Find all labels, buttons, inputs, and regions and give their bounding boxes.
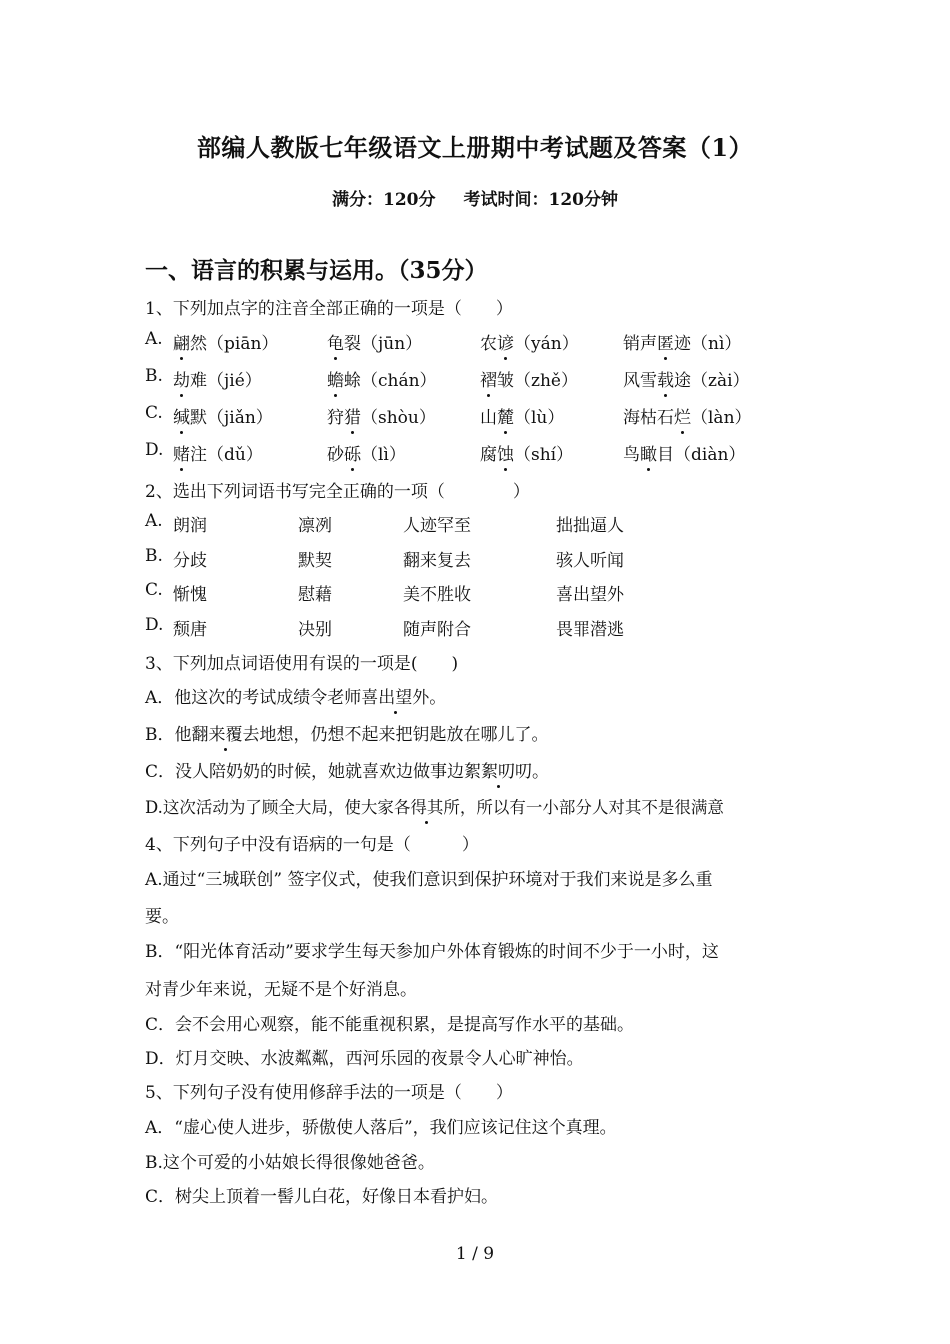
q4-option-a-line1: A.通过“三城联创” 签字仪式，使我们意识到保护环境对于我们来说是多么重	[145, 870, 713, 890]
plain-text: 地想，仍想不起来把钥匙放在哪儿了。	[259, 725, 549, 745]
pinyin-text: （lì）	[361, 445, 406, 465]
dotted-char: 龟	[327, 329, 344, 354]
option-label: A.	[145, 511, 163, 531]
word: 美不胜收	[403, 585, 471, 605]
dotted-phrase: 各得其所	[394, 794, 460, 818]
word: 人迹罕至	[403, 516, 471, 536]
q4-option-c: C．会不会用心观察，能不能重视积累，是提高写作水平的基础。	[145, 1015, 635, 1035]
word: 骇人听闻	[556, 551, 624, 571]
plain-text: 山	[480, 408, 497, 428]
q5-stem: 5、下列句子没有使用修辞手法的一项是（ ）	[145, 1083, 513, 1103]
pinyin-item	[623, 366, 750, 391]
plain-text: 风雪	[623, 371, 657, 391]
pinyin-item	[480, 329, 579, 354]
pinyin-item	[173, 366, 262, 391]
dotted-char: 砾	[344, 440, 361, 465]
plain-text: 。	[429, 688, 447, 708]
q1-stem: 1、下列加点字的注音全部正确的一项是（ ）	[145, 299, 513, 319]
option-label: C.	[145, 580, 163, 600]
q5-option-b: B.这个可爱的小姑娘长得很像她爸爸。	[145, 1153, 435, 1173]
pinyin-text: 蜍（chán）	[344, 371, 437, 391]
dotted-char: 猎	[344, 403, 361, 428]
dotted-char: 麓	[497, 403, 514, 428]
word: 翻来复去	[403, 551, 471, 571]
q3-option-a	[145, 683, 446, 708]
plain-text: 。	[532, 762, 550, 782]
word: 拙拙逼人	[556, 516, 624, 536]
pinyin-text: 裂（jūn）	[344, 334, 423, 354]
pinyin-text: 迹（nì）	[674, 334, 742, 354]
word: 颓唐	[173, 620, 207, 640]
plain-text: 狩	[327, 408, 344, 428]
word: 凛冽	[298, 516, 332, 536]
pinyin-text: （lù）	[514, 408, 565, 428]
pinyin-text: 目（diàn）	[657, 445, 746, 465]
pinyin-item	[480, 403, 564, 428]
pinyin-text: 注（dǔ）	[190, 445, 263, 465]
pinyin-item	[623, 440, 745, 465]
pinyin-item	[173, 440, 263, 465]
q4-option-d: D．灯月交映、水波粼粼，西河乐园的夜景令人心旷神怡。	[145, 1049, 584, 1069]
page-number: 1 / 9	[455, 1244, 495, 1264]
option-label: D.	[145, 440, 164, 460]
pinyin-text: 默（jiǎn）	[190, 408, 273, 428]
word: 分歧	[173, 551, 207, 571]
q3-option-c	[145, 757, 549, 782]
dotted-char: 蚀	[497, 440, 514, 465]
q3-stem: 3、下列加点词语使用有误的一项是( )	[145, 654, 459, 674]
plain-text: C．没人陪奶奶的时候，她就喜欢边做事边	[145, 762, 465, 782]
plain-text: ，所以有一小部分人对其不是很满意	[459, 798, 724, 817]
word: 畏罪潜逃	[556, 620, 624, 640]
dotted-phrase: 絮絮叨叨	[464, 757, 532, 782]
word: 喜出望外	[556, 585, 624, 605]
pinyin-item	[480, 366, 578, 391]
word: 慰藉	[298, 585, 332, 605]
dotted-char: 赌	[173, 440, 190, 465]
pinyin-text: 难（jié）	[190, 371, 262, 391]
pinyin-item	[480, 440, 573, 465]
q3-option-d	[145, 794, 724, 818]
word: 决别	[298, 620, 332, 640]
option-label: D.	[145, 615, 164, 635]
dotted-char: 烂	[674, 403, 691, 428]
option-label: B.	[145, 546, 163, 566]
pinyin-text: 途（zài）	[674, 371, 750, 391]
pinyin-text: （làn）	[691, 408, 752, 428]
exam-time: 考试时间：120分钟	[463, 190, 618, 210]
dotted-char: 缄	[173, 403, 190, 428]
plain-text: D.这次活动为了顾全大局，使大家	[145, 798, 394, 817]
plain-text: 腐	[480, 445, 497, 465]
pinyin-item	[623, 403, 752, 428]
dotted-char: 劫	[173, 366, 190, 391]
plain-text: A．他这次的考试成绩令老师	[145, 688, 362, 708]
q2-stem: 2、选出下列词语书写完全正确的一项（ ）	[145, 482, 530, 502]
exam-meta	[0, 185, 950, 210]
dotted-phrase: 翻来覆去	[192, 720, 260, 745]
pinyin-text: （shòu）	[361, 408, 436, 428]
plain-text: 农	[480, 334, 497, 354]
pinyin-item	[327, 403, 436, 428]
option-label: B.	[145, 366, 163, 386]
pinyin-item	[327, 440, 406, 465]
dotted-char: 蟾	[327, 366, 344, 391]
pinyin-text: （yán）	[514, 334, 579, 354]
pinyin-item	[327, 366, 437, 391]
q5-option-a: A．“虚心使人进步，骄傲使人落后”，我们应该记住这个真理。	[145, 1118, 617, 1138]
plain-text: 销声	[623, 334, 657, 354]
dotted-char: 瞰	[640, 440, 657, 465]
q4-stem: 4、下列句子中没有语病的一句是（ ）	[145, 835, 479, 855]
pinyin-text: 然（piān）	[190, 334, 279, 354]
dotted-char: 谚	[497, 329, 514, 354]
option-label: C.	[145, 403, 163, 423]
plain-text: B．他	[145, 725, 192, 745]
pinyin-item	[173, 329, 278, 354]
dotted-phrase: 喜出望外	[361, 683, 429, 708]
plain-text: 海枯石	[623, 408, 674, 428]
plain-text: 鸟	[623, 445, 640, 465]
q4-option-b-line2: 对青少年来说，无疑不是个好消息。	[145, 980, 417, 1000]
pinyin-item	[623, 329, 741, 354]
q4-option-a-line2: 要。	[145, 907, 179, 927]
word: 朗润	[173, 516, 207, 536]
plain-text: 砂	[327, 445, 344, 465]
dotted-char: 褶	[480, 366, 497, 391]
pinyin-text: （shí）	[514, 445, 574, 465]
pinyin-item	[327, 329, 422, 354]
q4-option-b-line1: B．“阳光体育活动”要求学生每天参加户外体育锻炼的时间不少于一小时，这	[145, 942, 719, 962]
option-label: A.	[145, 329, 163, 349]
dotted-char: 载	[657, 366, 674, 391]
q5-option-c: C．树尖上顶着一髻儿白花，好像日本看护妇。	[145, 1187, 499, 1207]
pinyin-item	[173, 403, 273, 428]
full-score: 满分：120分	[332, 190, 436, 210]
word: 随声附合	[403, 620, 471, 640]
section-heading: 一、语言的积累与运用。（35分）	[145, 257, 488, 284]
q3-option-b	[145, 720, 549, 745]
page-title: 部编人教版七年级语文上册期中考试题及答案（1）	[196, 133, 754, 162]
dotted-char: 匿	[657, 329, 674, 354]
word: 惭愧	[173, 585, 207, 605]
pinyin-text: 皱（zhě）	[497, 371, 578, 391]
dotted-char: 翩	[173, 329, 190, 354]
word: 默契	[298, 551, 332, 571]
